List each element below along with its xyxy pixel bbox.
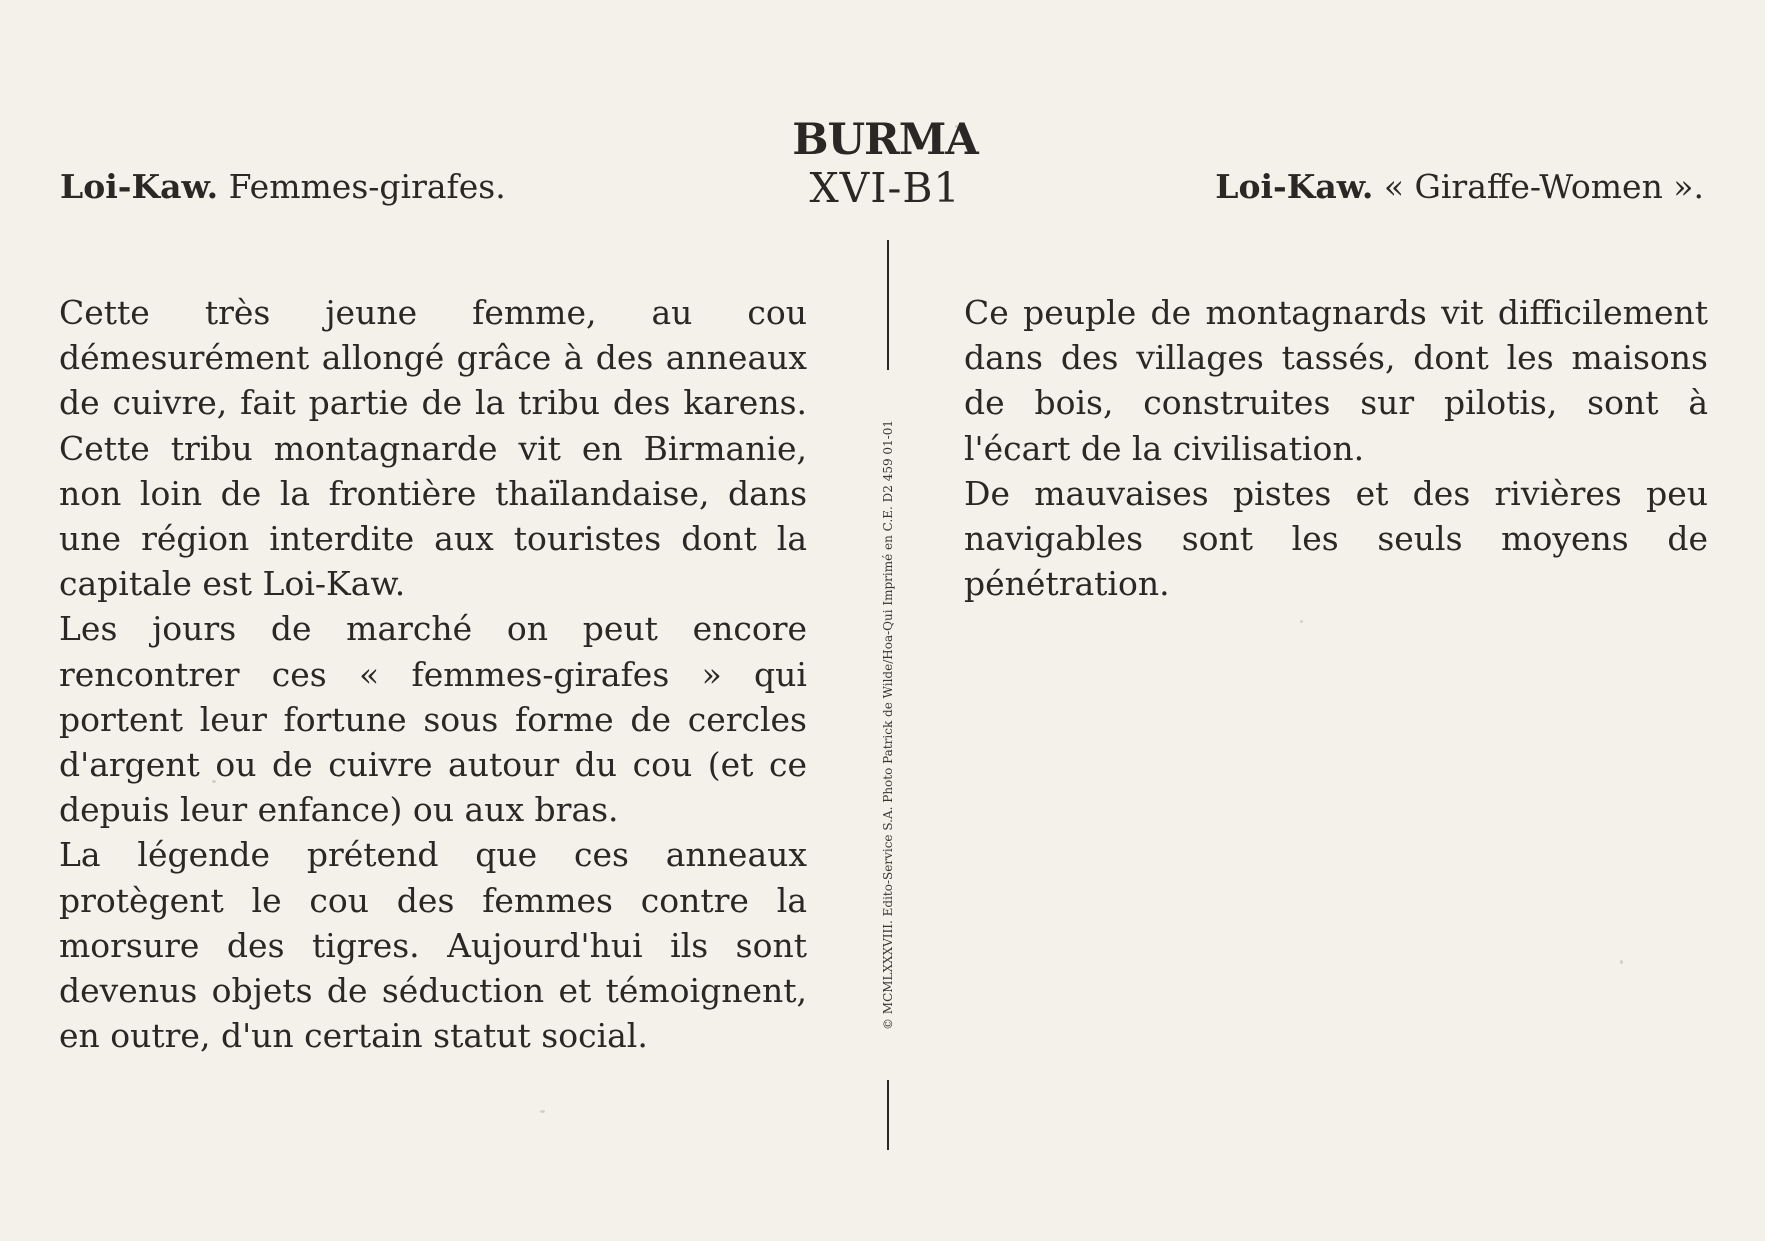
paper-speck	[1300, 620, 1303, 623]
second-text-column	[964, 290, 1708, 606]
french-paragraph: Cette très jeune femme, au cou démesurément allongé grâce à des anneaux de cuivre, fait partie de la tribu des karens. Cette tribu montagnarde vit en Birmanie, non loin de la frontière thaïlandaise, dans une région interdite aux touristes dont la capitale est Loi-Kaw.	[59, 293, 807, 604]
french-paragraph: Les jours de marché on peut encore rencontrer ces « femmes-girafes » qui portent leur fortune sous forme de cercles d'argent ou de cuivre autour du cou (et ce depuis leur enfance) ou aux bras.	[59, 609, 807, 830]
second-paragraph: De mauvaises pistes et des rivières peu navigables sont les seuls moyens de pénétration.	[964, 473, 1708, 604]
postcard-code: XVI-B1	[809, 164, 961, 212]
center-divider-top	[887, 240, 889, 370]
photo-credit: © MCMLXXXVIII. Edito-Service S.A. Photo Patrick de Wilde/Hoa-Qui Imprimé en C.E. D2 459 01-01	[881, 419, 895, 1031]
caption-french	[60, 166, 506, 208]
postcard-title: BURMA	[792, 115, 978, 165]
second-paragraph: Ce peuple de montagnards vit difficilement dans des villages tassés, dont les maisons de bois, construites sur pilotis, sont à l'écart de la civilisation.	[964, 293, 1708, 468]
french-paragraph: La légende prétend que ces anneaux protègent le cou des femmes contre la morsure des tigres. Aujourd'hui ils sont devenus objets de séduction et témoignent, en outre, d'un certain statut social.	[59, 835, 807, 1056]
paper-speck	[1620, 960, 1623, 964]
caption-french-place: Loi-Kaw.	[60, 167, 219, 206]
french-text-column	[59, 290, 807, 1058]
caption-french-text: Femmes-girafes.	[218, 167, 506, 206]
center-divider-bottom	[887, 1080, 889, 1150]
caption-english	[1215, 166, 1704, 208]
caption-english-text: « Giraffe-Women ».	[1373, 167, 1704, 206]
caption-english-place: Loi-Kaw.	[1215, 167, 1374, 206]
paper-speck	[540, 1110, 545, 1113]
